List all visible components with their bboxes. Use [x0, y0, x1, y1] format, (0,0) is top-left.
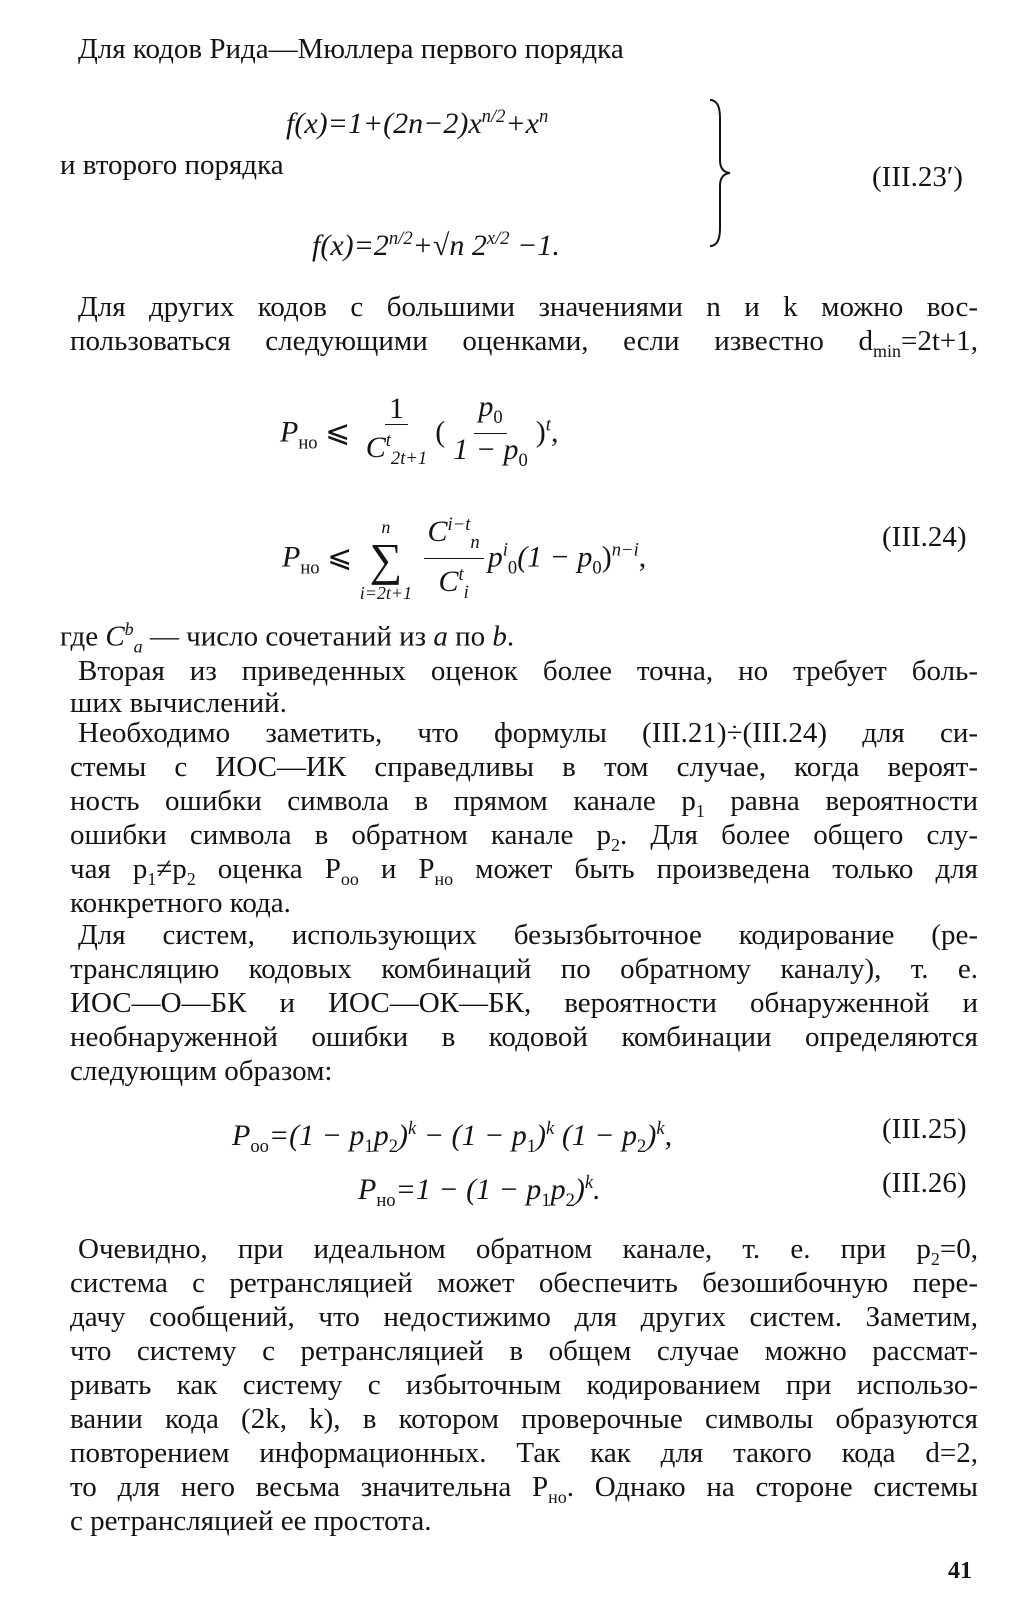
paragraph-6-line-4: что систему с ретрансляцией в общем случае можно рассмат-: [70, 1335, 978, 1367]
paragraph-6-line-5: ривать как систему с избыточным кодированием при использо-: [70, 1369, 978, 1401]
right-brace: [708, 98, 732, 248]
intro-text-1: Для кодов Рида—Мюллера первого порядка: [78, 33, 624, 65]
paragraph-6-line-6: вании кода (2k, k), в котором проверочные символы образуются: [70, 1403, 978, 1435]
equation-number-24: (III.24): [882, 521, 967, 553]
paragraph-2-line-2: пользоваться следующими оценками, если известно $d_{min}=2t+1$,: [70, 325, 978, 361]
definition-line: где $C^b_a$ — число сочетаний из a по b.: [60, 619, 515, 657]
paragraph-4-line-6: конкретного кода.: [70, 887, 291, 919]
paragraph-4-line-5: чая $p_1\ne p_2$ оценка $P_{оо}$ и $P_{но}$ может быть произведена только для: [70, 853, 979, 889]
paragraph-4-line-3: ность ошибки символа в прямом канале $p_1$ равна вероятности: [70, 785, 978, 821]
paragraph-4-line-1: Необходимо заметить, что формулы (III.21)÷(III.24) для си-: [78, 717, 978, 749]
paragraph-3-line-1: Вторая из приведенных оценок более точна, но требует боль-: [78, 655, 978, 687]
paragraph-6-line-9: с ретрансляцией ее простота.: [70, 1505, 432, 1537]
equation-number-25: (III.25): [882, 1113, 967, 1145]
paragraph-5-line-3: ИОС—О—БК и ИОС—ОК—БК, вероятности обнаруженной и: [70, 987, 978, 1019]
paragraph-2-line-1: Для других кодов с большими значениями n и k можно вос-: [78, 291, 978, 323]
paragraph-4-line-2: стемы с ИОС—ИК справедливы в том случае, когда вероят-: [70, 751, 978, 783]
paragraph-6-line-3: дачу сообщений, что недостижимо для других систем. Заметим,: [70, 1301, 978, 1333]
equation-25: $P_{оо}=(1 - p_1p_2)^k - (1 - p_1)^k$ $(1 - p_2)^k$,: [232, 1118, 673, 1157]
equation-26: $P_{но}=1 - (1 - p_1p_2)^k$.: [358, 1172, 601, 1211]
equation-23-line-1: $f(x)=1+(2n-2)x^{n/2}+x^n$: [286, 106, 549, 140]
paragraph-5-line-5: следующим образом:: [70, 1055, 333, 1087]
paragraph-3-line-2: ших вычислений.: [70, 687, 287, 719]
paragraph-5-line-4: необнаруженной ошибки в кодовой комбинации определяются: [70, 1021, 978, 1053]
equation-number-26: (III.26): [882, 1167, 967, 1199]
paragraph-6-line-1: Очевидно, при идеальном обратном канале, т. е. при $p_2=0$,: [78, 1233, 978, 1269]
equation-24b: $P_{но}$ ⩽ n ∑ i=2t+1 $\frac{C^{i-t}_n}{C^t_i}$ $p^i_0(1 - p_0)^{n-i}$,: [282, 510, 646, 609]
paragraph-4-line-4: ошибки символа в обратном канале $p_2$. Для более общего слу-: [70, 819, 979, 855]
page-number: 41: [948, 1558, 972, 1584]
paragraph-6-line-7: повторением информационных. Так как для такого кода d=2,: [70, 1437, 978, 1469]
equation-number-23: (III.23′): [872, 161, 963, 193]
paragraph-6-line-2: система с ретрансляцией может обеспечить безошибочную пере-: [70, 1267, 978, 1299]
paragraph-5-line-1: Для систем, использующих безызбыточное кодирование (ре-: [78, 919, 978, 951]
equation-24a: $P_{но}$ ⩽ $\frac{1}{C^t_{2t+1}}$ ( $\frac{p_0}{1 - p_0}$ )$^t$,: [280, 390, 559, 471]
paragraph-6-line-8: то для него весьма значительна $P_{но}$. Однако на стороне системы: [70, 1471, 978, 1507]
paragraph-5-line-2: трансляцию кодовых комбинаций по обратному каналу), т. е.: [70, 953, 978, 985]
intro-text-2: и второго порядка: [60, 149, 284, 181]
equation-23-line-2: $f(x)=2^{n/2}+√n$ $2^{x/2} -1$.: [312, 228, 560, 262]
